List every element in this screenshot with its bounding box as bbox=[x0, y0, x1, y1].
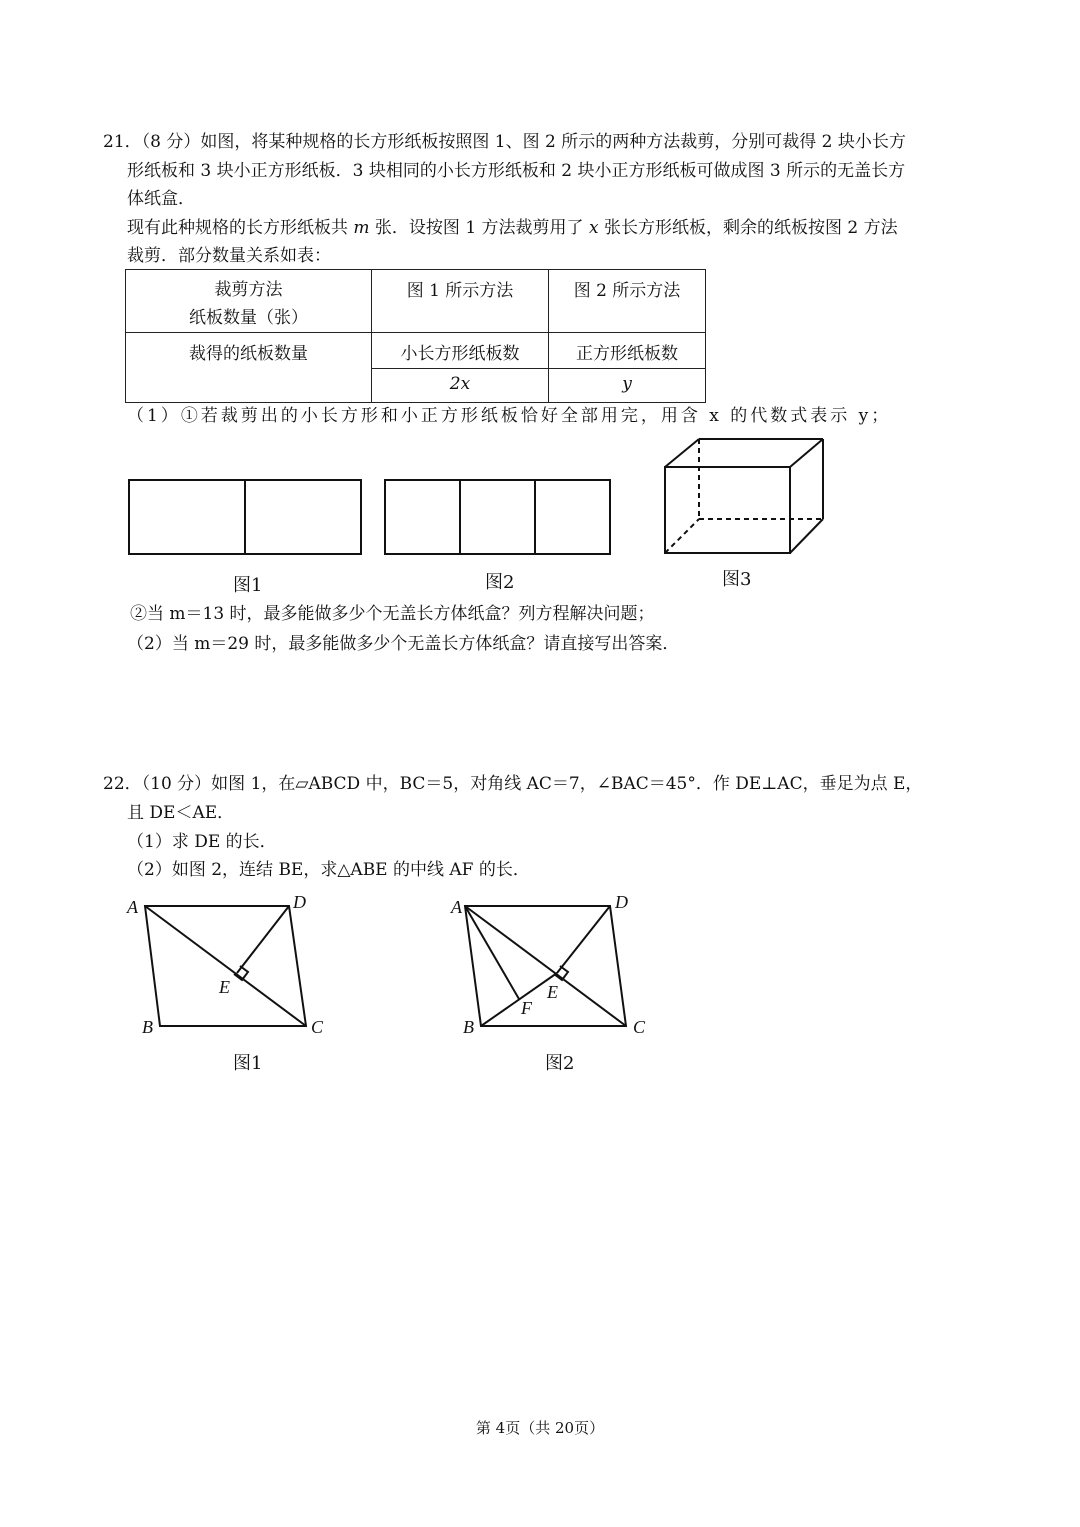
fig3-top-right-edge bbox=[790, 439, 823, 467]
q21-part2: （2）当 m＝29 时，最多能做多少个无盖长方体纸盒？请直接写出答案． bbox=[127, 634, 680, 654]
q22-fig2-segment-DE bbox=[557, 906, 610, 973]
table-header-count: 纸板数量（张） bbox=[189, 308, 308, 328]
q22-fig2-parallelogram bbox=[465, 906, 626, 1026]
q21-line4-a: 现有此种规格的长方形纸板共 bbox=[127, 218, 354, 238]
fig3-bottom-right-edge bbox=[790, 519, 823, 553]
q22-fig2-caption: 图2 bbox=[545, 1053, 575, 1074]
q22-fig2-label-F: F bbox=[521, 998, 532, 1018]
q22-fig1-parallelogram bbox=[145, 906, 306, 1026]
q21-line4-c: 张长方形纸板，剩余的纸板按图 2 方法 bbox=[598, 218, 898, 238]
q22-fig1-diagonal-AC bbox=[145, 906, 306, 1026]
q22-fig1-right-angle bbox=[234, 966, 248, 980]
q22-fig1-label-C: C bbox=[311, 1017, 324, 1037]
table-col2-sub: 正方形纸板数 bbox=[549, 333, 706, 369]
table-col2-header: 图 2 所示方法 bbox=[549, 270, 706, 333]
fig3-front-face bbox=[665, 467, 790, 553]
q22-fig2-right-angle bbox=[554, 966, 568, 980]
table-col1-header: 图 1 所示方法 bbox=[372, 270, 549, 333]
q22-fig1-label-A: A bbox=[127, 897, 138, 917]
q21-part1: （1）①若裁剪出的小长方形和小正方形纸板恰好全部用完，用含 x 的代数式表示 y； bbox=[127, 406, 892, 426]
fig3-top-left-edge bbox=[665, 439, 699, 467]
q21-table bbox=[125, 269, 706, 403]
q21-line2: 形纸板和 3 块小正方形纸板．3 块相同的小长方形纸板和 2 块小正方形纸板可做成图 3 所示的无盖长方 bbox=[127, 161, 906, 181]
q21-var-x: x bbox=[588, 218, 599, 238]
q22-fig2-label-D: D bbox=[615, 892, 628, 912]
q22-fig2-label-B: B bbox=[463, 1017, 474, 1037]
fig2-board bbox=[385, 480, 610, 554]
q21-part1b: ②当 m＝13 时，最多能做多少个无盖长方体纸盒？列方程解决问题； bbox=[130, 604, 655, 624]
q21-line5: 裁剪．部分数量关系如表： bbox=[127, 246, 331, 266]
q21-fig3-caption: 图3 bbox=[722, 569, 752, 590]
table-header-cell bbox=[126, 270, 372, 333]
q21-var-m: m bbox=[353, 218, 370, 238]
q22-line1: 22．（10 分）如图 1，在▱ABCD 中，BC＝5，对角线 AC＝7，∠BAC＝45°．作 DE⊥AC，垂足为点 E， bbox=[103, 774, 923, 794]
q22-part1: （1）求 DE 的长． bbox=[127, 832, 277, 852]
q22-fig2-diagonal-AC bbox=[465, 906, 626, 1026]
q22-fig2-label-C: C bbox=[633, 1017, 646, 1037]
table-col2-value: y bbox=[549, 369, 706, 403]
table-col1-sub: 小长方形纸板数 bbox=[372, 333, 549, 369]
q21-fig1-caption: 图1 bbox=[233, 575, 263, 596]
table-row-label: 裁得的纸板数量 bbox=[126, 333, 372, 403]
q21-line4-b: 张．设按图 1 方法裁剪用了 bbox=[369, 218, 589, 238]
q22-part2: （2）如图 2，连结 BE，求△ABE 的中线 AF 的长． bbox=[127, 860, 530, 880]
q22-line2: 且 DE＜AE． bbox=[127, 803, 235, 823]
table-col1-value: 2x bbox=[372, 369, 549, 403]
q21-line4 bbox=[127, 217, 898, 239]
q22-fig1-label-D: D bbox=[293, 892, 306, 912]
table-header-method: 裁剪方法 bbox=[214, 280, 283, 300]
q22-fig1-label-B: B bbox=[142, 1017, 153, 1037]
page-footer: 第 4页（共 20页） bbox=[475, 1419, 605, 1437]
fig3-hidden-diagonal bbox=[665, 519, 699, 553]
q22-fig1-label-E: E bbox=[219, 977, 230, 997]
q22-fig2-label-A: A bbox=[451, 897, 462, 917]
q22-fig2-segment-AF bbox=[465, 906, 519, 999]
q21-line1: 21．（8 分）如图，将某种规格的长方形纸板按照图 1、图 2 所示的两种方法裁剪，分别可裁得 2 块小长方 bbox=[103, 132, 906, 152]
q21-line3: 体纸盒． bbox=[127, 189, 195, 209]
q22-fig2-label-E: E bbox=[547, 982, 558, 1002]
fig1-board bbox=[129, 480, 361, 554]
q22-fig2-segment-BE bbox=[481, 973, 557, 1026]
q22-fig1-segment-DE bbox=[237, 906, 289, 973]
q22-fig1-caption: 图1 bbox=[233, 1053, 263, 1074]
q21-fig2-caption: 图2 bbox=[485, 572, 515, 593]
